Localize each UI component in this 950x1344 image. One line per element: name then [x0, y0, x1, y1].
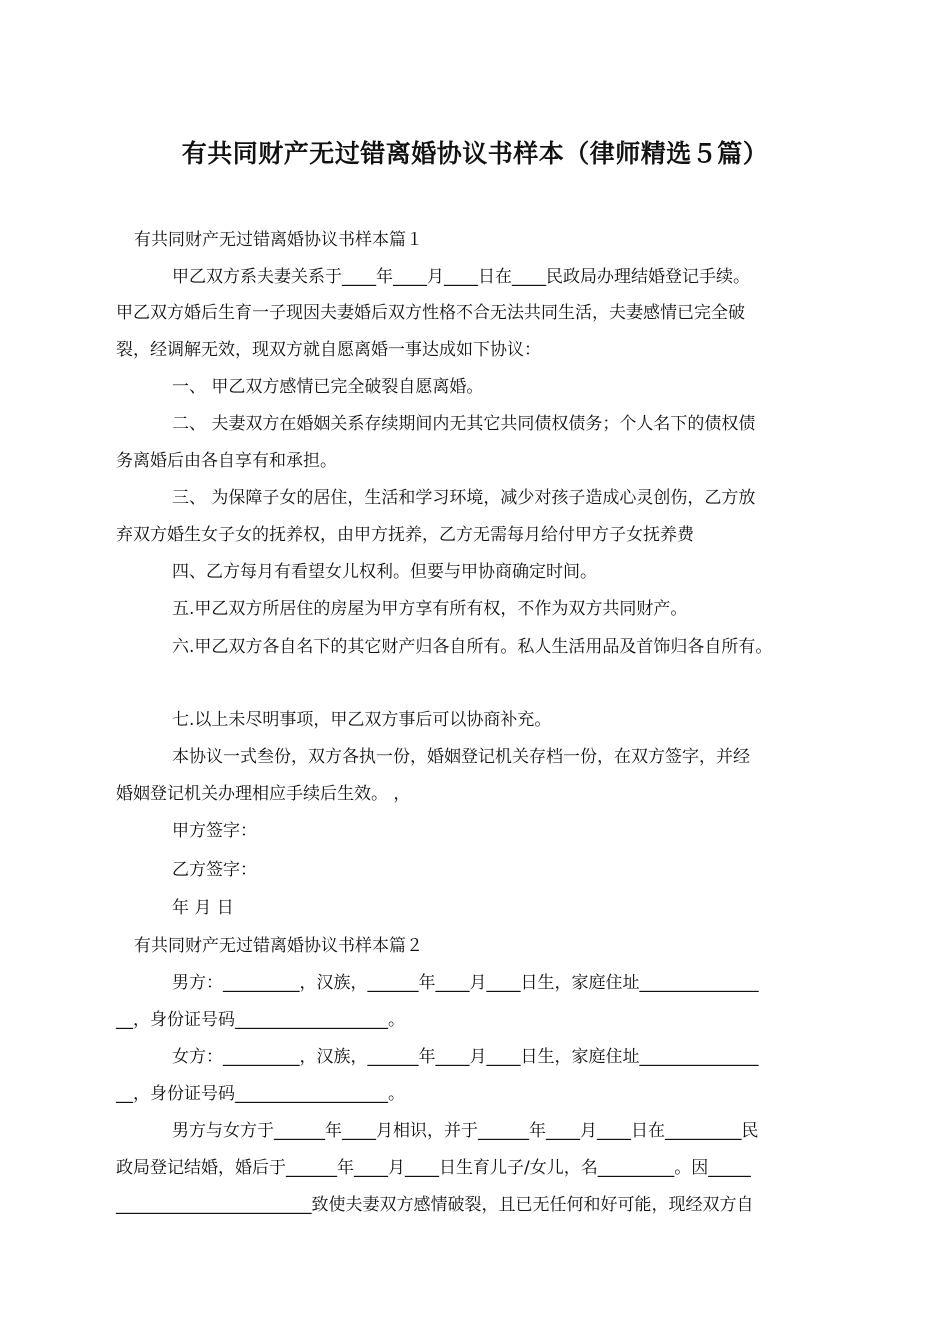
paragraph-line: 男方与女方于______年____月相识，并于______年____月____日在_________民 — [172, 1121, 759, 1141]
clause-4: 四、乙方每月有看望女儿权利。但要与甲协商确定时间。 — [172, 562, 597, 582]
paragraph-line: __，身份证号码__________________。 — [116, 1010, 405, 1030]
paragraph-line: 甲乙双方婚后生育一子现因夫妻婚后双方性格不合无法共同生活，夫妻感情已完全破 — [116, 303, 745, 323]
signature-party-a: 甲方签字： — [172, 821, 257, 841]
paragraph-line: __，身份证号码__________________。 — [116, 1084, 405, 1104]
paragraph-line: 本协议一式叁份，双方各执一份，婚姻登记机关存档一份，在双方签字，并经 — [172, 747, 750, 767]
paragraph-line: 政局登记结婚，婚后于______年____月____日生育儿子/女儿，名_________。因_____ — [116, 1158, 751, 1178]
paragraph-line: 女方：_________，汉族，______年____月____日生，家庭住址______________ — [172, 1047, 759, 1067]
clause-1: 一、 甲乙双方感情已完全破裂自愿离婚。 — [172, 377, 484, 397]
paragraph-line: 男方：_________，汉族，______年____月____日生，家庭住址______________ — [172, 973, 759, 993]
paragraph-line: 婚姻登记机关办理相应手续后生效。 ， — [116, 784, 411, 804]
clause-5: 五.甲乙双方所居住的房屋为甲方享有所有权，不作为双方共同财产。 — [172, 599, 688, 619]
section-heading-1: 有共同财产无过错离婚协议书样本篇１ — [134, 230, 423, 250]
clause-6: 六.甲乙双方各自名下的其它财产归各自所有。私人生活用品及首饰归各自所有。 — [172, 637, 773, 657]
clause-7: 七.以上未尽明事项，甲乙双方事后可以协商补充。 — [172, 710, 552, 730]
signature-date: 年 月 日 — [172, 898, 234, 918]
paragraph-line: 甲乙双方系夫妻关系于____年____月____日在____民政局办理结婚登记手续。 — [172, 267, 750, 287]
paragraph-line: _______________________致使夫妻双方感情破裂，且已无任何和好可能，现经双方自 — [116, 1195, 754, 1215]
clause-2: 二、 夫妻双方在婚姻关系存续期间内无其它共同债权债务；个人名下的债权债 — [172, 414, 756, 434]
document-title: 有共同财产无过错离婚协议书样本（律师精选５篇） — [181, 139, 769, 168]
paragraph-line: 弃双方婚生女子女的抚养权，由甲方抚养，乙方无需每月给付甲方子女抚养费 — [116, 525, 694, 545]
section-heading-2: 有共同财产无过错离婚协议书样本篇２ — [134, 936, 423, 956]
paragraph-line: 务离婚后由各自享有和承担。 — [116, 451, 337, 471]
signature-party-b: 乙方签字： — [172, 860, 257, 880]
paragraph-line: 裂，经调解无效，现双方就自愿离婚一事达成如下协议： — [116, 340, 541, 360]
clause-3: 三、 为保障子女的居住，生活和学习环境，减少对孩子造成心灵创伤，乙方放 — [172, 488, 756, 508]
